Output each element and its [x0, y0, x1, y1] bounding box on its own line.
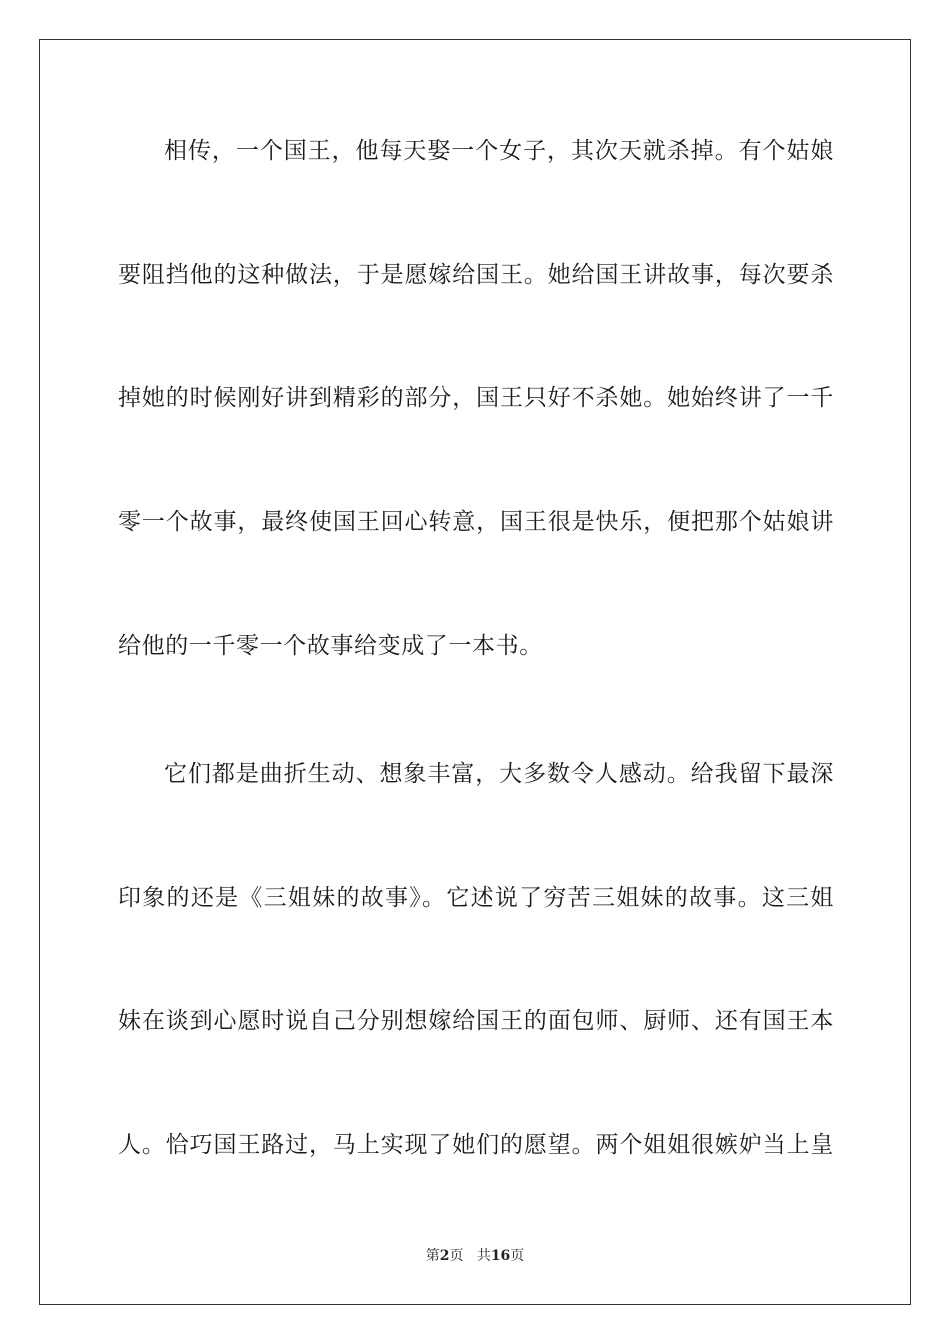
paragraph-1-line-5: 给他的一千零一个故事给变成了一本书。	[118, 633, 543, 659]
paragraph-2-line-4: 人。恰巧国王路过，马上实现了她们的愿望。两个姐姐很嫉妒当上皇	[118, 1132, 834, 1158]
paragraph-2-line-3: 妹在谈到心愿时说自己分别想嫁给国王的面包师、厨师、还有国王本	[118, 1008, 834, 1034]
total-pages: 16	[490, 1248, 511, 1264]
page-footer	[0, 1247, 950, 1265]
total-suffix: 页	[510, 1248, 525, 1264]
paragraph-1-line-3: 掉她的时候刚好讲到精彩的部分，国王只好不杀她。她始终讲了一千	[118, 385, 834, 411]
page-suffix: 页	[449, 1248, 464, 1264]
paragraph-2-line-1: 它们都是曲折生动、想象丰富，大多数令人感动。给我留下最深	[164, 761, 834, 787]
total-prefix: 共	[476, 1248, 491, 1264]
page-border	[39, 39, 911, 1305]
page-prefix: 第	[425, 1248, 440, 1264]
paragraph-2-line-2: 印象的还是《三姐妹的故事》。它述说了穷苦三姐妹的故事。这三姐	[118, 885, 834, 911]
paragraph-1-line-2: 要阻挡他的这种做法，于是愿嫁给国王。她给国王讲故事，每次要杀	[118, 262, 834, 288]
page-number: 2	[439, 1248, 450, 1264]
paragraph-1-line-1: 相传，一个国王，他每天娶一个女子，其次天就杀掉。有个姑娘	[164, 138, 834, 164]
paragraph-1-line-4: 零一个故事，最终使国王回心转意，国王很是快乐，便把那个姑娘讲	[118, 509, 834, 535]
